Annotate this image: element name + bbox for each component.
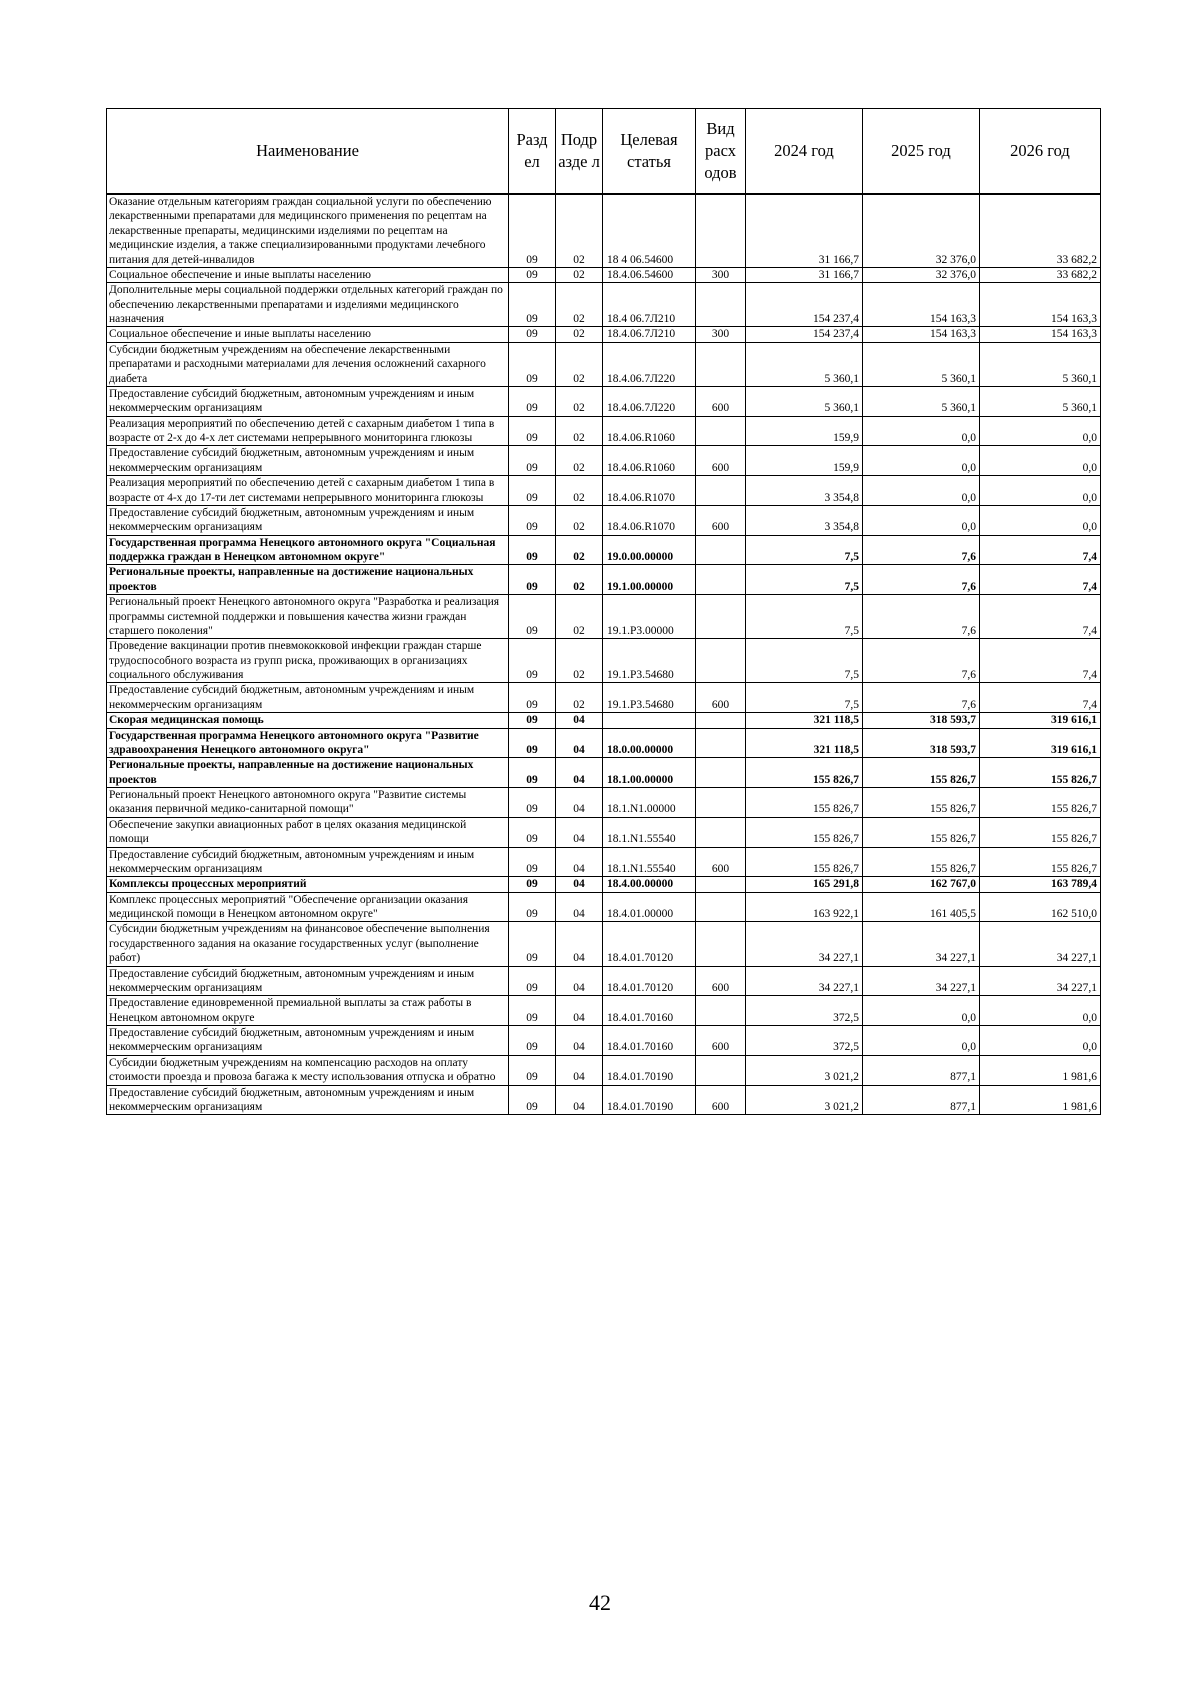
- row-target-article: 18.4.01.70120: [603, 922, 696, 966]
- row-value-2025: 5 360,1: [863, 386, 980, 416]
- row-expense-type: [696, 758, 746, 788]
- row-expense-type: 600: [696, 505, 746, 535]
- row-razdel: 09: [509, 283, 556, 327]
- row-podrazdel: 02: [556, 505, 603, 535]
- header-2025: 2025 год: [863, 109, 980, 195]
- row-razdel: 09: [509, 1055, 556, 1085]
- row-name: Предоставление субсидий бюджетным, автономным учреждениям и иным некоммерческим организациям: [107, 446, 509, 476]
- table-row: [107, 595, 1101, 639]
- row-razdel: 09: [509, 1085, 556, 1115]
- row-value-2024: 31 166,7: [746, 194, 863, 267]
- row-podrazdel: 02: [556, 267, 603, 282]
- row-target-article: 18.4.06.7Л220: [603, 342, 696, 386]
- row-name: Комплексы процессных мероприятий: [107, 877, 509, 892]
- row-podrazdel: 02: [556, 416, 603, 446]
- row-podrazdel: 04: [556, 1026, 603, 1056]
- budget-table: [106, 108, 1101, 1115]
- row-value-2026: 155 826,7: [980, 847, 1101, 877]
- row-value-2025: 318 593,7: [863, 713, 980, 728]
- row-value-2026: 163 789,4: [980, 877, 1101, 892]
- row-value-2024: 154 237,4: [746, 283, 863, 327]
- row-value-2024: 155 826,7: [746, 758, 863, 788]
- row-podrazdel: 02: [556, 639, 603, 683]
- row-razdel: 09: [509, 728, 556, 758]
- table-row: [107, 877, 1101, 892]
- header-2024: 2024 год: [746, 109, 863, 195]
- row-razdel: 09: [509, 639, 556, 683]
- header-podrazdel: Подр азде л: [556, 109, 603, 195]
- table-row: [107, 758, 1101, 788]
- row-razdel: 09: [509, 683, 556, 713]
- row-target-article: 18.4.01.70120: [603, 966, 696, 996]
- row-name: Реализация мероприятий по обеспечению детей с сахарным диабетом 1 типа в возрасте от 4-х до 17-ти лет системами непрерывного мониторинга глюкозы: [107, 476, 509, 506]
- row-target-article: 18.4.01.70190: [603, 1085, 696, 1115]
- row-name: Реализация мероприятий по обеспечению детей с сахарным диабетом 1 типа в возрасте от 2-х до 4-х лет системами непрерывного мониторинга глюкозы: [107, 416, 509, 446]
- row-target-article: 18.4.06.7Л210: [603, 327, 696, 342]
- row-value-2025: 7,6: [863, 595, 980, 639]
- row-expense-type: 600: [696, 386, 746, 416]
- row-value-2024: 5 360,1: [746, 342, 863, 386]
- row-expense-type: 600: [696, 446, 746, 476]
- table-row: [107, 966, 1101, 996]
- table-row: [107, 505, 1101, 535]
- table-row: [107, 788, 1101, 818]
- table-row: [107, 639, 1101, 683]
- row-target-article: 18.4.06.R1070: [603, 505, 696, 535]
- row-target-article: 18.4.01.70160: [603, 996, 696, 1026]
- row-value-2025: 161 405,5: [863, 892, 980, 922]
- table-row: [107, 327, 1101, 342]
- table-row: [107, 386, 1101, 416]
- table-row: [107, 892, 1101, 922]
- row-target-article: 19.0.00.00000: [603, 535, 696, 565]
- row-value-2025: 32 376,0: [863, 194, 980, 267]
- row-value-2024: 7,5: [746, 595, 863, 639]
- row-value-2025: 34 227,1: [863, 966, 980, 996]
- row-value-2026: 7,4: [980, 683, 1101, 713]
- row-expense-type: [696, 476, 746, 506]
- row-razdel: 09: [509, 817, 556, 847]
- row-target-article: 18.4.06.R1070: [603, 476, 696, 506]
- row-value-2024: 3 021,2: [746, 1085, 863, 1115]
- row-expense-type: [696, 535, 746, 565]
- row-value-2025: 155 826,7: [863, 817, 980, 847]
- row-value-2025: 154 163,3: [863, 283, 980, 327]
- table-body: [107, 194, 1101, 1115]
- row-podrazdel: 04: [556, 877, 603, 892]
- row-razdel: 09: [509, 595, 556, 639]
- row-name: Предоставление субсидий бюджетным, автономным учреждениям и иным некоммерческим организациям: [107, 1085, 509, 1115]
- row-name: Предоставление субсидий бюджетным, автономным учреждениям и иным некоммерческим организациям: [107, 505, 509, 535]
- row-value-2025: 0,0: [863, 996, 980, 1026]
- row-razdel: 09: [509, 966, 556, 996]
- row-expense-type: [696, 416, 746, 446]
- table-row: [107, 267, 1101, 282]
- row-value-2024: 155 826,7: [746, 817, 863, 847]
- row-target-article: 18.4.06.R1060: [603, 446, 696, 476]
- row-name: Оказание отдельным категориям граждан социальной услуги по обеспечению лекарственными препаратами для медицинского применения по рецептам на лекарственные препараты, медицинскими изделиями по рецептам на медицинские изделия, а также специализированными продуктами лечебного питания для детей-инвалидов: [107, 194, 509, 267]
- header-expense-type: Вид расх одов: [696, 109, 746, 195]
- row-expense-type: [696, 817, 746, 847]
- row-value-2025: 34 227,1: [863, 922, 980, 966]
- row-expense-type: [696, 565, 746, 595]
- row-value-2025: 877,1: [863, 1085, 980, 1115]
- row-expense-type: [696, 996, 746, 1026]
- row-expense-type: [696, 788, 746, 818]
- row-podrazdel: 04: [556, 847, 603, 877]
- row-value-2026: 155 826,7: [980, 788, 1101, 818]
- table-row: [107, 565, 1101, 595]
- row-razdel: 09: [509, 713, 556, 728]
- table-row: [107, 1055, 1101, 1085]
- row-podrazdel: 04: [556, 892, 603, 922]
- row-name: Субсидии бюджетным учреждениям на финансовое обеспечение выполнения государственного задания на оказание государственных услуг (выполнение работ): [107, 922, 509, 966]
- row-value-2025: 0,0: [863, 505, 980, 535]
- row-value-2024: 34 227,1: [746, 922, 863, 966]
- row-expense-type: 600: [696, 1085, 746, 1115]
- row-value-2026: 7,4: [980, 535, 1101, 565]
- row-value-2026: 162 510,0: [980, 892, 1101, 922]
- row-podrazdel: 02: [556, 283, 603, 327]
- row-value-2024: 3 021,2: [746, 1055, 863, 1085]
- row-target-article: 18 4 06.54600: [603, 194, 696, 267]
- row-name: Предоставление субсидий бюджетным, автономным учреждениям и иным некоммерческим организациям: [107, 1026, 509, 1056]
- row-value-2024: 321 118,5: [746, 728, 863, 758]
- row-value-2026: 7,4: [980, 595, 1101, 639]
- row-value-2026: 34 227,1: [980, 922, 1101, 966]
- row-value-2026: 34 227,1: [980, 966, 1101, 996]
- row-razdel: 09: [509, 386, 556, 416]
- row-target-article: 18.4.00.00000: [603, 877, 696, 892]
- row-target-article: 18.1.N1.55540: [603, 817, 696, 847]
- row-name: Региональные проекты, направленные на достижение национальных проектов: [107, 758, 509, 788]
- row-value-2025: 7,6: [863, 683, 980, 713]
- row-value-2024: 159,9: [746, 446, 863, 476]
- row-target-article: 18.4.01.70190: [603, 1055, 696, 1085]
- row-value-2025: 155 826,7: [863, 847, 980, 877]
- row-expense-type: 300: [696, 327, 746, 342]
- page-number: 42: [589, 1590, 611, 1615]
- table-header-row: [107, 109, 1101, 195]
- row-razdel: 09: [509, 758, 556, 788]
- row-value-2024: 7,5: [746, 535, 863, 565]
- row-value-2025: 7,6: [863, 639, 980, 683]
- row-value-2024: 7,5: [746, 683, 863, 713]
- row-podrazdel: 04: [556, 788, 603, 818]
- row-name: Субсидии бюджетным учреждениям на компенсацию расходов на оплату стоимости проезда и провоза багажа к месту использования отпуска и обратно: [107, 1055, 509, 1085]
- row-value-2026: 0,0: [980, 446, 1101, 476]
- row-podrazdel: 04: [556, 817, 603, 847]
- row-value-2025: 318 593,7: [863, 728, 980, 758]
- header-razdel: Разд ел: [509, 109, 556, 195]
- row-expense-type: [696, 1055, 746, 1085]
- row-value-2025: 155 826,7: [863, 788, 980, 818]
- row-name: Региональные проекты, направленные на достижение национальных проектов: [107, 565, 509, 595]
- row-value-2025: 7,6: [863, 535, 980, 565]
- row-value-2026: 33 682,2: [980, 194, 1101, 267]
- row-podrazdel: 02: [556, 194, 603, 267]
- row-expense-type: 600: [696, 683, 746, 713]
- row-podrazdel: 02: [556, 476, 603, 506]
- row-value-2024: 7,5: [746, 565, 863, 595]
- row-podrazdel: 02: [556, 595, 603, 639]
- row-value-2026: 1 981,6: [980, 1085, 1101, 1115]
- row-value-2024: 321 118,5: [746, 713, 863, 728]
- row-value-2025: 0,0: [863, 446, 980, 476]
- row-value-2026: 5 360,1: [980, 386, 1101, 416]
- row-target-article: 18.4.01.70160: [603, 1026, 696, 1056]
- row-podrazdel: 02: [556, 446, 603, 476]
- row-podrazdel: 04: [556, 713, 603, 728]
- row-razdel: 09: [509, 416, 556, 446]
- row-value-2026: 33 682,2: [980, 267, 1101, 282]
- row-value-2026: 155 826,7: [980, 758, 1101, 788]
- row-podrazdel: 04: [556, 728, 603, 758]
- row-razdel: 09: [509, 877, 556, 892]
- row-name: Государственная программа Ненецкого автономного округа "Социальная поддержка граждан в Ненецком автономном округе": [107, 535, 509, 565]
- row-value-2024: 5 360,1: [746, 386, 863, 416]
- row-expense-type: 600: [696, 1026, 746, 1056]
- row-name: Региональный проект Ненецкого автономного округа "Развитие системы оказания первичной медико-санитарной помощи": [107, 788, 509, 818]
- row-razdel: 09: [509, 446, 556, 476]
- row-value-2024: 31 166,7: [746, 267, 863, 282]
- row-razdel: 09: [509, 788, 556, 818]
- row-expense-type: 300: [696, 267, 746, 282]
- row-name: Скорая медицинская помощь: [107, 713, 509, 728]
- row-value-2026: 155 826,7: [980, 817, 1101, 847]
- row-razdel: 09: [509, 922, 556, 966]
- row-target-article: 18.4 06.7Л210: [603, 283, 696, 327]
- row-expense-type: [696, 595, 746, 639]
- row-value-2025: 877,1: [863, 1055, 980, 1085]
- row-name: Проведение вакцинации против пневмококковой инфекции граждан старше трудоспособного возраста из групп риска, проживающих в организациях социального обслуживания: [107, 639, 509, 683]
- table-row: [107, 535, 1101, 565]
- row-value-2024: 3 354,8: [746, 476, 863, 506]
- row-target-article: 19.1.Р3.54680: [603, 683, 696, 713]
- row-value-2024: 7,5: [746, 639, 863, 683]
- row-target-article: 18.4.06.54600: [603, 267, 696, 282]
- row-podrazdel: 04: [556, 922, 603, 966]
- table-row: [107, 847, 1101, 877]
- row-name: Субсидии бюджетным учреждениям на обеспечение лекарственными препаратами и расходными материалами для лечения осложнений сахарного диабета: [107, 342, 509, 386]
- row-value-2026: 7,4: [980, 639, 1101, 683]
- row-expense-type: 600: [696, 966, 746, 996]
- table-row: [107, 194, 1101, 267]
- table-row: [107, 996, 1101, 1026]
- row-expense-type: [696, 194, 746, 267]
- row-name: Дополнительные меры социальной поддержки отдельных категорий граждан по обеспечению лекарственными препаратами и изделиями медицинского назначения: [107, 283, 509, 327]
- row-expense-type: [696, 283, 746, 327]
- row-name: Предоставление субсидий бюджетным, автономным учреждениям и иным некоммерческим организациям: [107, 386, 509, 416]
- row-value-2026: 0,0: [980, 505, 1101, 535]
- row-value-2024: 155 826,7: [746, 788, 863, 818]
- table-row: [107, 683, 1101, 713]
- row-value-2026: 0,0: [980, 476, 1101, 506]
- row-value-2024: 154 237,4: [746, 327, 863, 342]
- row-target-article: 18.4.06.R1060: [603, 416, 696, 446]
- row-name: Предоставление субсидий бюджетным, автономным учреждениям и иным некоммерческим организациям: [107, 683, 509, 713]
- row-podrazdel: 04: [556, 1055, 603, 1085]
- row-value-2026: 319 616,1: [980, 713, 1101, 728]
- row-value-2025: 32 376,0: [863, 267, 980, 282]
- row-target-article: 18.4.06.7Л220: [603, 386, 696, 416]
- row-podrazdel: 02: [556, 386, 603, 416]
- row-value-2026: 0,0: [980, 416, 1101, 446]
- table-row: [107, 728, 1101, 758]
- row-name: Социальное обеспечение и иные выплаты населению: [107, 327, 509, 342]
- table-row: [107, 283, 1101, 327]
- row-value-2026: 154 163,3: [980, 327, 1101, 342]
- row-podrazdel: 02: [556, 327, 603, 342]
- table-row: [107, 342, 1101, 386]
- row-podrazdel: 02: [556, 565, 603, 595]
- row-name: Обеспечение закупки авиационных работ в целях оказания медицинской помощи: [107, 817, 509, 847]
- row-value-2026: 154 163,3: [980, 283, 1101, 327]
- row-razdel: 09: [509, 892, 556, 922]
- row-value-2026: 0,0: [980, 996, 1101, 1026]
- row-value-2024: 159,9: [746, 416, 863, 446]
- row-expense-type: [696, 877, 746, 892]
- row-value-2025: 0,0: [863, 1026, 980, 1056]
- row-value-2025: 162 767,0: [863, 877, 980, 892]
- row-name: Социальное обеспечение и иные выплаты населению: [107, 267, 509, 282]
- row-razdel: 09: [509, 267, 556, 282]
- row-razdel: 09: [509, 535, 556, 565]
- row-expense-type: 600: [696, 847, 746, 877]
- row-value-2026: 0,0: [980, 1026, 1101, 1056]
- row-expense-type: [696, 892, 746, 922]
- row-expense-type: [696, 342, 746, 386]
- row-razdel: 09: [509, 505, 556, 535]
- row-razdel: 09: [509, 327, 556, 342]
- row-value-2025: 0,0: [863, 416, 980, 446]
- row-value-2025: 0,0: [863, 476, 980, 506]
- table-row: [107, 446, 1101, 476]
- row-razdel: 09: [509, 565, 556, 595]
- row-value-2024: 372,5: [746, 1026, 863, 1056]
- table-row: [107, 1085, 1101, 1115]
- row-name: Предоставление субсидий бюджетным, автономным учреждениям и иным некоммерческим организациям: [107, 966, 509, 996]
- table-row: [107, 713, 1101, 728]
- row-target-article: 18.4.01.00000: [603, 892, 696, 922]
- row-podrazdel: 02: [556, 342, 603, 386]
- row-razdel: 09: [509, 996, 556, 1026]
- table-row: [107, 922, 1101, 966]
- row-podrazdel: 04: [556, 758, 603, 788]
- row-name: Предоставление субсидий бюджетным, автономным учреждениям и иным некоммерческим организациям: [107, 847, 509, 877]
- table-row: [107, 817, 1101, 847]
- row-value-2026: 319 616,1: [980, 728, 1101, 758]
- row-name: Государственная программа Ненецкого автономного округа "Развитие здравоохранения Ненецкого автономного округа": [107, 728, 509, 758]
- row-target-article: 19.1.00.00000: [603, 565, 696, 595]
- row-podrazdel: 02: [556, 535, 603, 565]
- row-expense-type: [696, 639, 746, 683]
- row-target-article: [603, 713, 696, 728]
- header-name: Наименование: [107, 109, 509, 195]
- row-value-2024: 165 291,8: [746, 877, 863, 892]
- row-value-2025: 154 163,3: [863, 327, 980, 342]
- row-target-article: 18.1.00.00000: [603, 758, 696, 788]
- table-row: [107, 416, 1101, 446]
- row-value-2026: 5 360,1: [980, 342, 1101, 386]
- row-razdel: 09: [509, 194, 556, 267]
- row-expense-type: [696, 728, 746, 758]
- row-value-2025: 155 826,7: [863, 758, 980, 788]
- row-target-article: 19.1.Р3.00000: [603, 595, 696, 639]
- row-razdel: 09: [509, 342, 556, 386]
- row-razdel: 09: [509, 1026, 556, 1056]
- row-value-2024: 34 227,1: [746, 966, 863, 996]
- row-target-article: 19.1.Р3.54680: [603, 639, 696, 683]
- row-value-2024: 3 354,8: [746, 505, 863, 535]
- table-row: [107, 476, 1101, 506]
- row-target-article: 18.1.N1.55540: [603, 847, 696, 877]
- row-value-2024: 163 922,1: [746, 892, 863, 922]
- row-value-2026: 1 981,6: [980, 1055, 1101, 1085]
- row-name: Комплекс процессных мероприятий "Обеспечение организации оказания медицинской помощи в Ненецком автономном округе": [107, 892, 509, 922]
- row-podrazdel: 04: [556, 966, 603, 996]
- row-value-2024: 372,5: [746, 996, 863, 1026]
- row-expense-type: [696, 713, 746, 728]
- row-target-article: 18.1.N1.00000: [603, 788, 696, 818]
- row-value-2026: 7,4: [980, 565, 1101, 595]
- row-razdel: 09: [509, 476, 556, 506]
- row-target-article: 18.0.00.00000: [603, 728, 696, 758]
- row-podrazdel: 04: [556, 996, 603, 1026]
- row-podrazdel: 04: [556, 1085, 603, 1115]
- row-name: Региональный проект Ненецкого автономного округа "Разработка и реализация программы системной поддержки и повышения качества жизни граждан старшего поколения": [107, 595, 509, 639]
- row-value-2024: 155 826,7: [746, 847, 863, 877]
- header-2026: 2026 год: [980, 109, 1101, 195]
- row-expense-type: [696, 922, 746, 966]
- row-podrazdel: 02: [556, 683, 603, 713]
- table-row: [107, 1026, 1101, 1056]
- row-value-2025: 5 360,1: [863, 342, 980, 386]
- row-name: Предоставление единовременной премиальной выплаты за стаж работы в Ненецком автономном округе: [107, 996, 509, 1026]
- row-value-2025: 7,6: [863, 565, 980, 595]
- header-target-article: Целевая статья: [603, 109, 696, 195]
- row-razdel: 09: [509, 847, 556, 877]
